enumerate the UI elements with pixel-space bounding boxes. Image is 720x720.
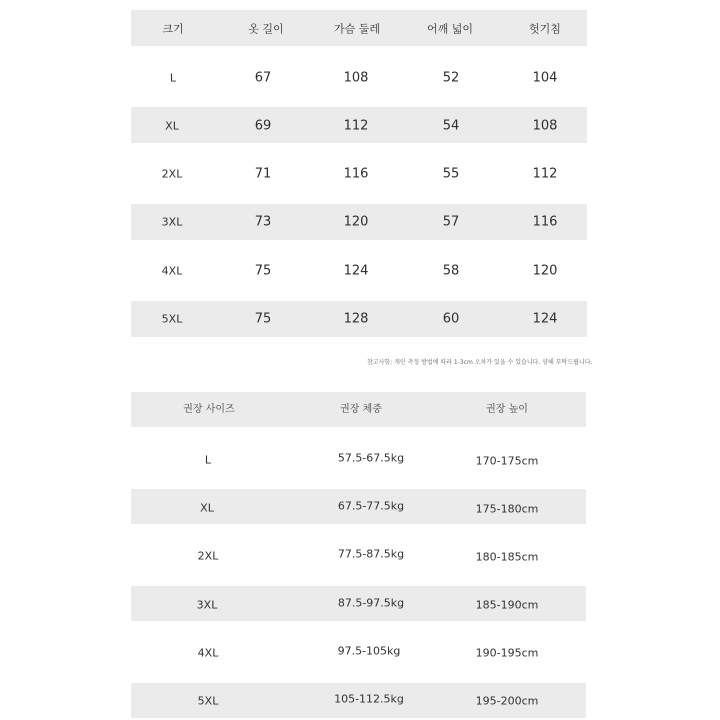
size-label: 5XL bbox=[161, 312, 183, 326]
hem-value: 116 bbox=[532, 214, 558, 230]
chest-value: 112 bbox=[343, 118, 369, 134]
size-chart-header-length: 옷 길이 bbox=[248, 22, 284, 36]
size-label: 2XL bbox=[161, 167, 183, 181]
chest-value: 120 bbox=[343, 214, 369, 230]
recommend-weight-value: 97.5-105kg bbox=[337, 644, 401, 658]
hem-value: 108 bbox=[532, 118, 558, 134]
shoulder-value: 54 bbox=[442, 118, 460, 134]
shoulder-value: 60 bbox=[442, 311, 460, 327]
size-label: 4XL bbox=[161, 264, 183, 278]
recommend-header-weight: 권장 체중 bbox=[340, 404, 382, 415]
length-value: 75 bbox=[254, 311, 272, 327]
recommend-weight-value: 77.5-87.5kg bbox=[337, 547, 405, 561]
hem-value: 112 bbox=[532, 166, 558, 182]
size-label: XL bbox=[165, 119, 179, 133]
recommend-height-value: 180-185cm bbox=[475, 550, 539, 564]
chest-value: 116 bbox=[343, 166, 369, 182]
recommend-height-value: 185-190cm bbox=[475, 598, 539, 612]
size-chart-header-hem: 헛기침 bbox=[529, 22, 561, 36]
chest-value: 124 bbox=[343, 263, 369, 279]
length-value: 73 bbox=[254, 214, 272, 230]
recommend-size-label: 2XL bbox=[197, 549, 219, 563]
hem-value: 124 bbox=[532, 311, 558, 327]
recommend-height-value: 190-195cm bbox=[475, 646, 539, 660]
recommend-header-size: 권장 사이즈 bbox=[183, 404, 235, 415]
size-chart-header-chest: 가슴 둘레 bbox=[333, 22, 381, 36]
recommend-weight-value: 105-112.5kg bbox=[334, 692, 404, 706]
size-chart-header-shoulder: 어깨 넓이 bbox=[426, 22, 474, 36]
hem-value: 104 bbox=[532, 70, 558, 86]
recommend-size-label: XL bbox=[200, 501, 214, 515]
recommend-size-label: 3XL bbox=[196, 598, 218, 612]
length-value: 69 bbox=[254, 118, 272, 134]
hem-value: 120 bbox=[532, 263, 558, 279]
chest-value: 108 bbox=[343, 70, 369, 86]
recommend-size-label: 4XL bbox=[197, 646, 219, 660]
recommend-weight-value: 87.5-97.5kg bbox=[337, 596, 405, 610]
size-chart-header-size: 크기 bbox=[162, 22, 184, 36]
recommend-height-value: 175-180cm bbox=[475, 502, 539, 516]
recommend-weight-value: 67.5-77.5kg bbox=[337, 499, 405, 513]
chest-value: 128 bbox=[343, 311, 369, 327]
length-value: 67 bbox=[254, 70, 272, 86]
recommend-size-label: L bbox=[204, 453, 212, 467]
shoulder-value: 52 bbox=[442, 70, 460, 86]
size-label: 3XL bbox=[161, 215, 183, 229]
shoulder-value: 57 bbox=[442, 214, 460, 230]
recommend-size-label: 5XL bbox=[197, 694, 219, 708]
shoulder-value: 55 bbox=[442, 166, 460, 182]
length-value: 75 bbox=[254, 263, 272, 279]
recommend-height-value: 195-200cm bbox=[475, 694, 539, 708]
length-value: 71 bbox=[254, 166, 272, 182]
recommend-height-value: 170-175cm bbox=[475, 454, 539, 468]
recommend-weight-value: 57.5-67.5kg bbox=[337, 451, 405, 465]
size-label: L bbox=[169, 71, 177, 85]
recommend-header-height: 권장 높이 bbox=[486, 404, 528, 415]
shoulder-value: 58 bbox=[442, 263, 460, 279]
measurement-note: 참고사항: 개인 측정 방법에 따라 1-3cm 오차가 있을 수 있습니다. 양해 부탁드립니다. bbox=[367, 359, 593, 366]
